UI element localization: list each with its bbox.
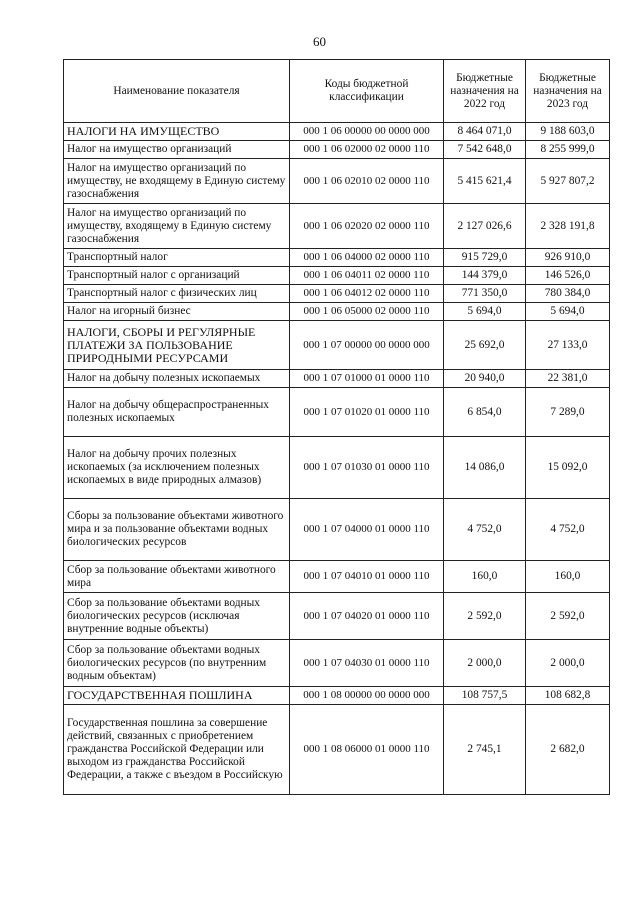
row-name: ГОСУДАРСТВЕННАЯ ПОШЛИНА xyxy=(64,687,290,705)
row-name: Налог на игорный бизнес xyxy=(64,303,290,321)
row-name: Государственная пошлина за совершение действий, связанных с приобретением гражданства Российской Федерации или выходом из гражданства Российской Федерации, а также с въездом в Российскую xyxy=(64,705,290,795)
header-code: Коды бюджетной классификации xyxy=(290,60,444,123)
table-row xyxy=(64,561,610,593)
row-value-2023: 22 381,0 xyxy=(526,370,610,388)
table-row xyxy=(64,321,610,370)
row-value-2023: 5 927 807,2 xyxy=(526,159,610,204)
table-row xyxy=(64,249,610,267)
row-name: Сборы за пользование объектами животного мира и за пользование объектами водных биологических ресурсов xyxy=(64,499,290,561)
row-value-2023: 15 092,0 xyxy=(526,437,610,499)
row-code: 000 1 07 04030 01 0000 110 xyxy=(290,640,444,687)
row-value-2023: 2 000,0 xyxy=(526,640,610,687)
row-name: НАЛОГИ НА ИМУЩЕСТВО xyxy=(64,123,290,141)
row-value-2022: 108 757,5 xyxy=(444,687,526,705)
row-code: 000 1 07 04020 01 0000 110 xyxy=(290,593,444,640)
row-value-2022: 5 694,0 xyxy=(444,303,526,321)
row-value-2023: 146 526,0 xyxy=(526,267,610,285)
row-name: Сбор за пользование объектами животного мира xyxy=(64,561,290,593)
table-row xyxy=(64,141,610,159)
row-value-2023: 8 255 999,0 xyxy=(526,141,610,159)
row-code: 000 1 06 04012 02 0000 110 xyxy=(290,285,444,303)
row-value-2022: 771 350,0 xyxy=(444,285,526,303)
row-value-2022: 14 086,0 xyxy=(444,437,526,499)
row-value-2023: 9 188 603,0 xyxy=(526,123,610,141)
page-number: 60 xyxy=(313,34,326,49)
row-value-2023: 5 694,0 xyxy=(526,303,610,321)
header-2022: Бюджетные назначения на 2022 год xyxy=(444,60,526,123)
row-code: 000 1 06 02020 02 0000 110 xyxy=(290,204,444,249)
row-value-2022: 8 464 071,0 xyxy=(444,123,526,141)
table-row xyxy=(64,687,610,705)
row-name: Налог на добычу прочих полезных ископаемых (за исключением полезных ископаемых в виде природных алмазов) xyxy=(64,437,290,499)
row-value-2023: 27 133,0 xyxy=(526,321,610,370)
row-code: 000 1 06 04000 02 0000 110 xyxy=(290,249,444,267)
row-value-2022: 5 415 621,4 xyxy=(444,159,526,204)
row-value-2022: 160,0 xyxy=(444,561,526,593)
row-name: Транспортный налог xyxy=(64,249,290,267)
table-row xyxy=(64,437,610,499)
row-value-2023: 2 592,0 xyxy=(526,593,610,640)
row-value-2022: 6 854,0 xyxy=(444,388,526,437)
row-value-2022: 144 379,0 xyxy=(444,267,526,285)
row-value-2023: 2 328 191,8 xyxy=(526,204,610,249)
row-name: Налог на имущество организаций по имуществу, входящему в Единую систему газоснабжения xyxy=(64,204,290,249)
row-name: Налог на добычу общераспространенных полезных ископаемых xyxy=(64,388,290,437)
row-code: 000 1 06 00000 00 0000 000 xyxy=(290,123,444,141)
budget-table xyxy=(63,59,610,795)
row-code: 000 1 07 01020 01 0000 110 xyxy=(290,388,444,437)
table-row xyxy=(64,705,610,795)
header-2023: Бюджетные назначения на 2023 год xyxy=(526,60,610,123)
row-code: 000 1 07 04010 01 0000 110 xyxy=(290,561,444,593)
row-code: 000 1 07 00000 00 0000 000 xyxy=(290,321,444,370)
table-row xyxy=(64,640,610,687)
row-value-2022: 915 729,0 xyxy=(444,249,526,267)
table-row xyxy=(64,499,610,561)
row-name: Налог на добычу полезных ископаемых xyxy=(64,370,290,388)
row-value-2022: 2 127 026,6 xyxy=(444,204,526,249)
row-value-2023: 108 682,8 xyxy=(526,687,610,705)
table-row xyxy=(64,593,610,640)
row-name: Сбор за пользование объектами водных биологических ресурсов (исключая внутренние водные объекты) xyxy=(64,593,290,640)
row-value-2022: 25 692,0 xyxy=(444,321,526,370)
row-name: Сбор за пользование объектами водных биологических ресурсов (по внутренним водным объектам) xyxy=(64,640,290,687)
row-value-2023: 4 752,0 xyxy=(526,499,610,561)
row-code: 000 1 07 04000 01 0000 110 xyxy=(290,499,444,561)
table-row xyxy=(64,370,610,388)
row-code: 000 1 06 02000 02 0000 110 xyxy=(290,141,444,159)
table-row xyxy=(64,123,610,141)
row-value-2023: 780 384,0 xyxy=(526,285,610,303)
table-row xyxy=(64,388,610,437)
row-value-2022: 2 000,0 xyxy=(444,640,526,687)
row-value-2023: 926 910,0 xyxy=(526,249,610,267)
row-code: 000 1 06 05000 02 0000 110 xyxy=(290,303,444,321)
row-value-2022: 7 542 648,0 xyxy=(444,141,526,159)
table-row xyxy=(64,204,610,249)
row-value-2022: 2 592,0 xyxy=(444,593,526,640)
row-name: Транспортный налог с организаций xyxy=(64,267,290,285)
row-code: 000 1 06 02010 02 0000 110 xyxy=(290,159,444,204)
table-row xyxy=(64,285,610,303)
table-header-row xyxy=(64,60,610,123)
header-name: Наименование показателя xyxy=(64,60,290,123)
row-value-2023: 2 682,0 xyxy=(526,705,610,795)
table-row xyxy=(64,303,610,321)
row-value-2023: 160,0 xyxy=(526,561,610,593)
row-code: 000 1 06 04011 02 0000 110 xyxy=(290,267,444,285)
row-value-2022: 20 940,0 xyxy=(444,370,526,388)
row-name: Транспортный налог с физических лиц xyxy=(64,285,290,303)
row-code: 000 1 08 06000 01 0000 110 xyxy=(290,705,444,795)
row-name: Налог на имущество организаций xyxy=(64,141,290,159)
row-name: Налог на имущество организаций по имуществу, не входящему в Единую систему газоснабжения xyxy=(64,159,290,204)
row-value-2022: 4 752,0 xyxy=(444,499,526,561)
table-row xyxy=(64,159,610,204)
row-value-2022: 2 745,1 xyxy=(444,705,526,795)
table-row xyxy=(64,267,610,285)
row-value-2023: 7 289,0 xyxy=(526,388,610,437)
row-code: 000 1 08 00000 00 0000 000 xyxy=(290,687,444,705)
row-name: НАЛОГИ, СБОРЫ И РЕГУЛЯРНЫЕ ПЛАТЕЖИ ЗА ПОЛЬЗОВАНИЕ ПРИРОДНЫМИ РЕСУРСАМИ xyxy=(64,321,290,370)
row-code: 000 1 07 01030 01 0000 110 xyxy=(290,437,444,499)
row-code: 000 1 07 01000 01 0000 110 xyxy=(290,370,444,388)
